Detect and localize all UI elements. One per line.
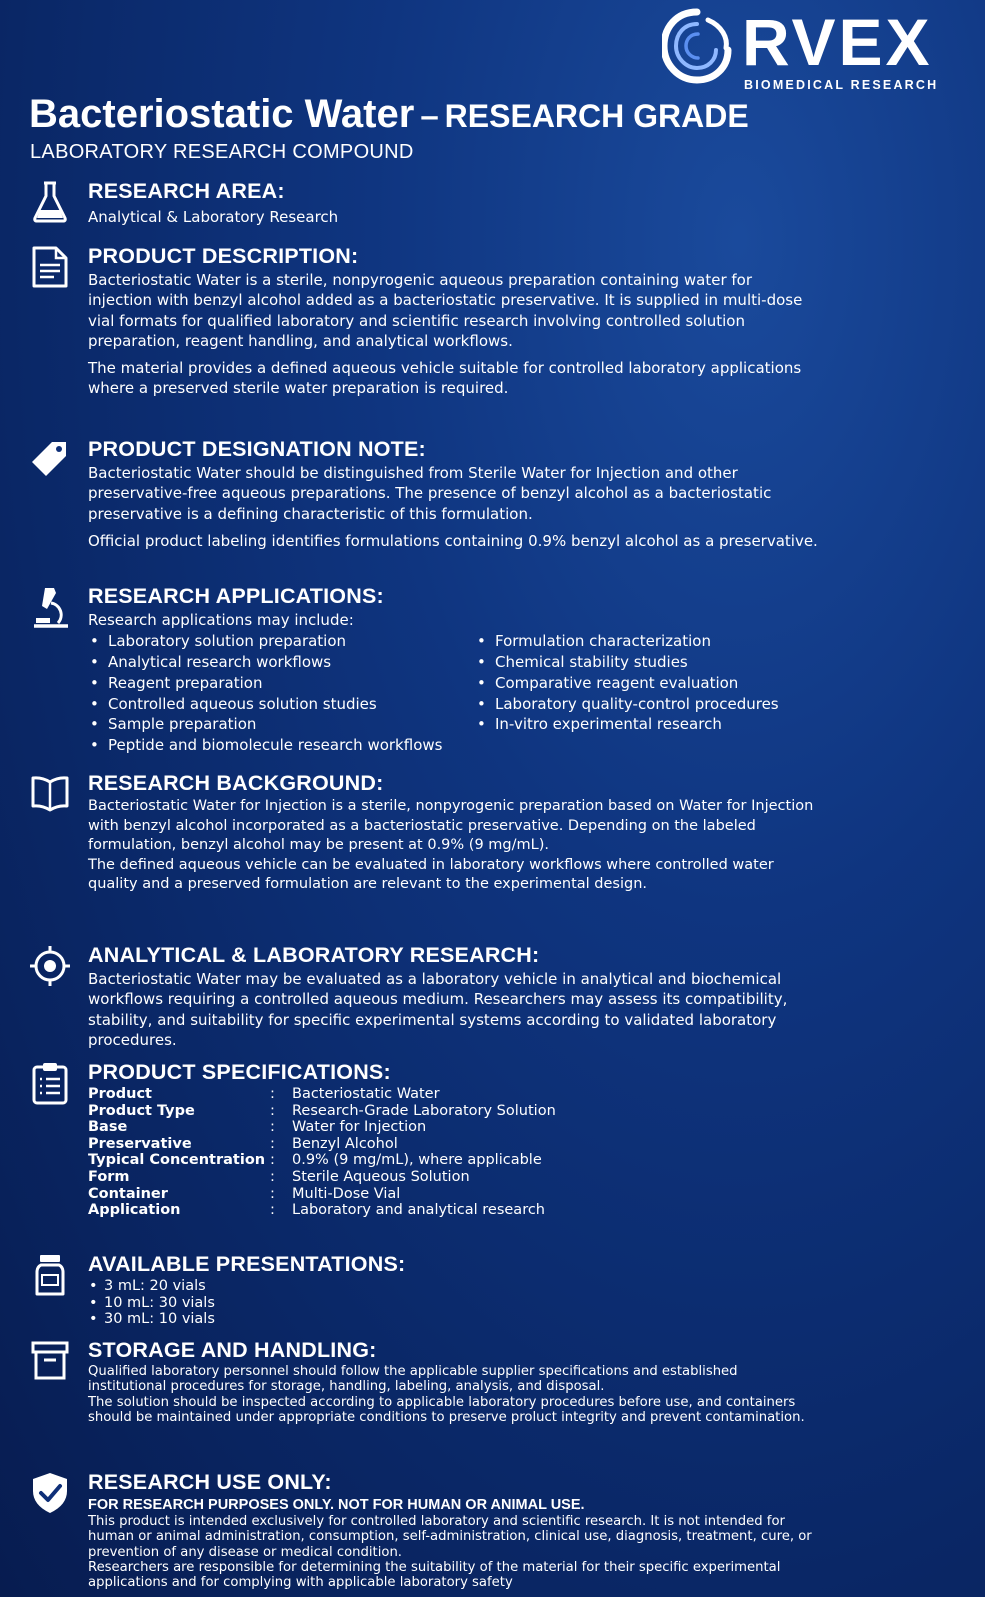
page-title: [29, 92, 749, 144]
list-item: • In-vitro experimental research: [475, 714, 779, 735]
list-item: • 3 mL: 20 vials: [88, 1278, 215, 1295]
spec-key: Product: [88, 1086, 152, 1102]
table-row: [88, 1103, 818, 1120]
section-heading: RESEARCH BACKGROUND:: [88, 771, 384, 795]
table-row: [88, 1202, 818, 1219]
applications-list-right: [475, 631, 779, 756]
list-item: • Controlled aqueous solution studies: [88, 694, 475, 715]
spec-value: Sterile Aqueous Solution: [292, 1168, 470, 1185]
spec-key: Application: [88, 1202, 181, 1219]
brand-tagline: BIOMEDICAL RESEARCH: [744, 78, 939, 92]
storage-paragraph: Qualified laboratory personnel should follow the applicable supplier specifications and established institutional procedures for storage, handling, labeling, analysis, and disposal.: [88, 1364, 738, 1395]
swirl-logo-icon: [662, 8, 732, 84]
spec-value: Multi-Dose Vial: [292, 1185, 401, 1202]
book-icon: [30, 772, 70, 816]
list-item: • Peptide and biomolecule research workflows: [88, 735, 475, 756]
section-heading: STORAGE AND HANDLING:: [88, 1338, 377, 1362]
list-item: • Analytical research workflows: [88, 652, 475, 673]
vial-icon: [30, 1253, 70, 1297]
applications-list-left: [88, 631, 475, 756]
document-icon: [30, 245, 70, 289]
tag-icon: [30, 438, 70, 482]
applications-lists: [88, 631, 868, 756]
shield-check-icon: [30, 1471, 70, 1515]
clipboard-icon: [30, 1061, 70, 1105]
applications-intro: Research applications may include:: [88, 611, 354, 629]
storage-paragraph: The solution should be inspected according to applicable laboratory procedures before use, and containers should be maintained under appropriate conditions to preserve proluct integrity and prevent contamination.: [88, 1394, 805, 1425]
brand-name: RVEX: [742, 5, 933, 79]
spec-separator: :: [270, 1152, 275, 1169]
flask-icon: [30, 180, 70, 224]
spec-value: 0.9% (9 mg/mL), where applicable: [292, 1152, 542, 1169]
table-row: [88, 1119, 818, 1136]
list-item: • Laboratory quality-control procedures: [475, 694, 779, 715]
spec-key: Form: [88, 1168, 130, 1185]
spec-key: Container: [88, 1185, 168, 1202]
spec-separator: :: [270, 1202, 275, 1219]
spec-key: Base: [88, 1119, 128, 1136]
spec-value: Bacteriostatic Water: [292, 1086, 440, 1102]
research-area-text: Analytical & Laboratory Research: [88, 208, 339, 226]
section-heading: ANALYTICAL & LABORATORY RESEARCH:: [88, 943, 540, 967]
spec-key: Product Type: [88, 1102, 195, 1119]
ruo-paragraph: This product is intended exclusively for controlled laboratory and scientific research. It is not intended for human or animal administration, consumption, self-administration, clinical use, diagnosis, treatment, cure, or prevention of any disease or medical condition.: [88, 1514, 812, 1560]
list-item: • Chemical stability studies: [475, 652, 779, 673]
section-heading: PRODUCT SPECIFICATIONS:: [88, 1060, 391, 1084]
section-heading: RESEARCH USE ONLY:: [88, 1470, 332, 1494]
microscope-icon: [30, 585, 70, 629]
spec-value: Water for Injection: [292, 1119, 427, 1136]
table-row: [88, 1169, 818, 1186]
target-icon: [30, 944, 70, 988]
title-main: Bacteriostatic Water: [29, 92, 415, 136]
spec-separator: :: [270, 1119, 275, 1136]
spec-value: Benzyl Alcohol: [292, 1135, 398, 1152]
spec-separator: :: [270, 1168, 275, 1185]
table-row: [88, 1136, 818, 1153]
description-paragraph: Bacteriostatic Water is a sterile, nonpyrogenic aqueous preparation containing water for injection with benzyl alcohol added as a bacteriostatic preservative. It is supplied in multi-dose vial formats for qualified laboratory and scientific research involving controlled solution preparation, reagent handling, and analytical workflows.: [88, 271, 803, 350]
table-row: [88, 1186, 818, 1203]
section-heading: RESEARCH APPLICATIONS:: [88, 584, 384, 608]
title-grade: RESEARCH GRADE: [444, 98, 749, 134]
page-subtitle: LABORATORY RESEARCH COMPOUND: [30, 141, 414, 163]
description-paragraph: The material provides a defined aqueous vehicle suitable for controlled laboratory applications where a preserved sterile water preparation is required.: [88, 359, 802, 398]
spec-separator: :: [270, 1185, 275, 1202]
list-item: • Laboratory solution preparation: [88, 631, 475, 652]
section-heading: AVAILABLE PRESENTATIONS:: [88, 1252, 406, 1276]
spec-separator: :: [270, 1102, 275, 1119]
list-item: • Formulation characterization: [475, 631, 779, 652]
designation-paragraph: Bacteriostatic Water should be distinguished from Sterile Water for Injection and other preservative-free aqueous preparations. The presence of benzyl alcohol as a bacteriostatic preservative is a defining characteristic of this formulation.: [88, 464, 772, 523]
section-heading: PRODUCT DESCRIPTION:: [88, 244, 359, 268]
spec-value: Research-Grade Laboratory Solution: [292, 1102, 556, 1119]
specifications-table: [88, 1086, 818, 1219]
list-item: • Reagent preparation: [88, 673, 475, 694]
analytical-text: Bacteriostatic Water may be evaluated as a laboratory vehicle in analytical and biochemical workflows requiring a controlled aqueous medium. Researchers may assess its compatibility, stability, and suitability for specific experimental systems according to validated laboratory procedures.: [88, 970, 788, 1049]
spec-key: Preservative: [88, 1135, 192, 1152]
background-paragraph: The defined aqueous vehicle can be evaluated in laboratory workflows where controlled water quality and a preserved formulation are relevant to the experimental design.: [88, 856, 774, 892]
spec-key: Typical Concentration: [88, 1152, 266, 1169]
brand-logo: [662, 5, 962, 92]
section-heading: PRODUCT DESIGNATION NOTE:: [88, 437, 426, 461]
table-row: [88, 1086, 818, 1103]
archive-box-icon: [30, 1339, 70, 1383]
table-row: [88, 1152, 818, 1169]
ruo-warning: FOR RESEARCH PURPOSES ONLY. NOT FOR HUMAN OR ANIMAL USE.: [88, 1497, 585, 1513]
spec-separator: :: [270, 1086, 275, 1102]
list-item: • Comparative reagent evaluation: [475, 673, 779, 694]
title-dash: –: [420, 97, 439, 134]
spec-separator: :: [270, 1135, 275, 1152]
ruo-paragraph: Researchers are responsible for determining the suitability of the material for their specific experimental applications and for complying with applicable laboratory safety: [88, 1559, 781, 1591]
list-item: • 30 mL: 10 vials: [88, 1311, 215, 1328]
presentations-list: [88, 1278, 215, 1328]
spec-value: Laboratory and analytical research: [292, 1202, 545, 1219]
section-heading: RESEARCH AREA:: [88, 179, 285, 203]
list-item: • Sample preparation: [88, 714, 475, 735]
background-paragraph: Bacteriostatic Water for Injection is a sterile, nonpyrogenic preparation based on Water for Injection with benzyl alcohol incorporated as a bacteriostatic preservative. Depending on the labeled formulation, benzyl alcohol may be present at 0.9% (9 mg/mL).: [88, 798, 814, 853]
presentations-list-wrap: [88, 1278, 818, 1328]
list-item: • 10 mL: 30 vials: [88, 1295, 215, 1312]
designation-paragraph: Official product labeling identifies formulations containing 0.9% benzyl alcohol as a preservative.: [88, 531, 818, 550]
